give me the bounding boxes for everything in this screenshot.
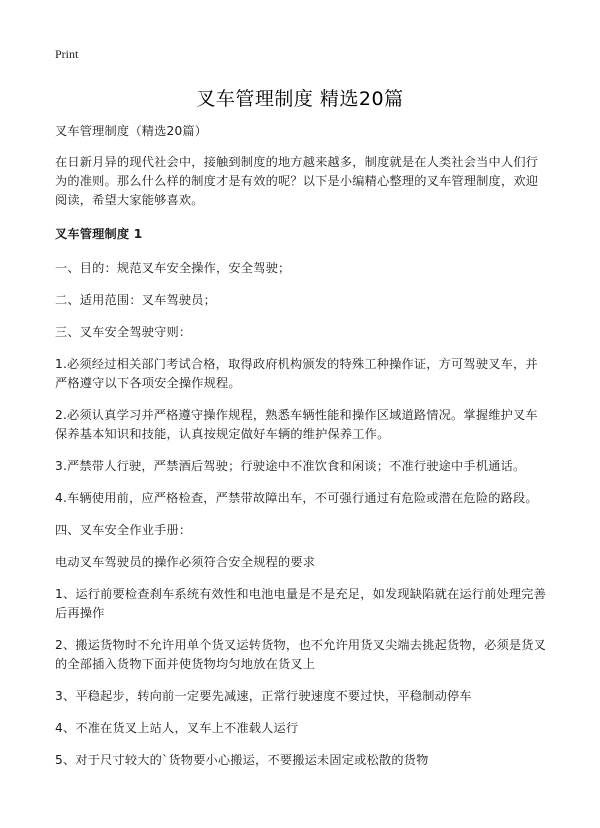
paragraph-manual-2: 2、搬运货物时不允许用单个货叉运转货物，也不允许用货叉尖端去挑起货物，必须是货叉的全部插入货物下面并使货物均匀地放在货叉上 (55, 638, 547, 671)
paragraph-scope: 二、适用范围：叉车驾驶员； (55, 293, 217, 307)
paragraph-rule-1: 1.必须经过相关部门考试合格，取得政府机构颁发的特殊工种操作证，方可驾驶叉车，并严格遵守以下各项安全操作规程。 (55, 357, 538, 390)
paragraph-manual-intro: 电动叉车驾驶员的操作必须符合安全规程的要求 (55, 555, 316, 569)
paragraph-rule-2: 2.必须认真学习并严格遵守操作规程，熟悉车辆性能和操作区域道路情况。掌握维护叉车保养基本知识和技能，认真按规定做好车辆的维护保养工作。 (55, 408, 538, 441)
document-title: 叉车管理制度 精选20篇 (196, 88, 404, 110)
paragraph-manual-3: 3、平稳起步，转向前一定要先减速，正常行驶速度不要过快，平稳制动停车 (55, 689, 472, 703)
paragraph-manual-1: 1、运行前要检查刹车系统有效性和电池电量是不是充足，如发现缺陷就在运行前处理完善后再操作 (55, 587, 547, 620)
intro-paragraph: 在日新月异的现代社会中，接触到制度的地方越来越多，制度就是在人类社会当中人们行为的准则。那么什么样的制度才是有效的呢？以下是小编精心整理的叉车管理制度，欢迎阅读，希望大家能够喜欢。 (55, 155, 539, 207)
paragraph-rule-3: 3.严禁带人行驶，严禁酒后驾驶；行驶途中不准饮食和闲谈；不准行驶途中手机通话。 (55, 459, 526, 473)
section-heading: 叉车管理制度 1 (55, 227, 143, 241)
paragraph-purpose: 一、目的：规范叉车安全操作，安全驾驶； (55, 261, 291, 275)
print-link[interactable]: Print (55, 47, 79, 61)
paragraph-rules-heading: 三、叉车安全驾驶守则： (55, 325, 192, 339)
paragraph-manual-4: 4、不准在货叉上站人，叉车上不准载人运行 (55, 721, 299, 735)
paragraph-manual-5: 5、对于尺寸较大的`货物要小心搬运，不要搬运未固定或松散的货物 (55, 753, 429, 767)
document-subtitle: 叉车管理制度（精选20篇） (55, 124, 208, 138)
document-body (55, 122, 550, 783)
paragraph-manual-heading: 四、叉车安全作业手册： (55, 523, 192, 537)
paragraph-rule-4: 4.车辆使用前，应严格检查，严禁带故障出车，不可强行通过有危险或潜在危险的路段。 (55, 491, 538, 505)
